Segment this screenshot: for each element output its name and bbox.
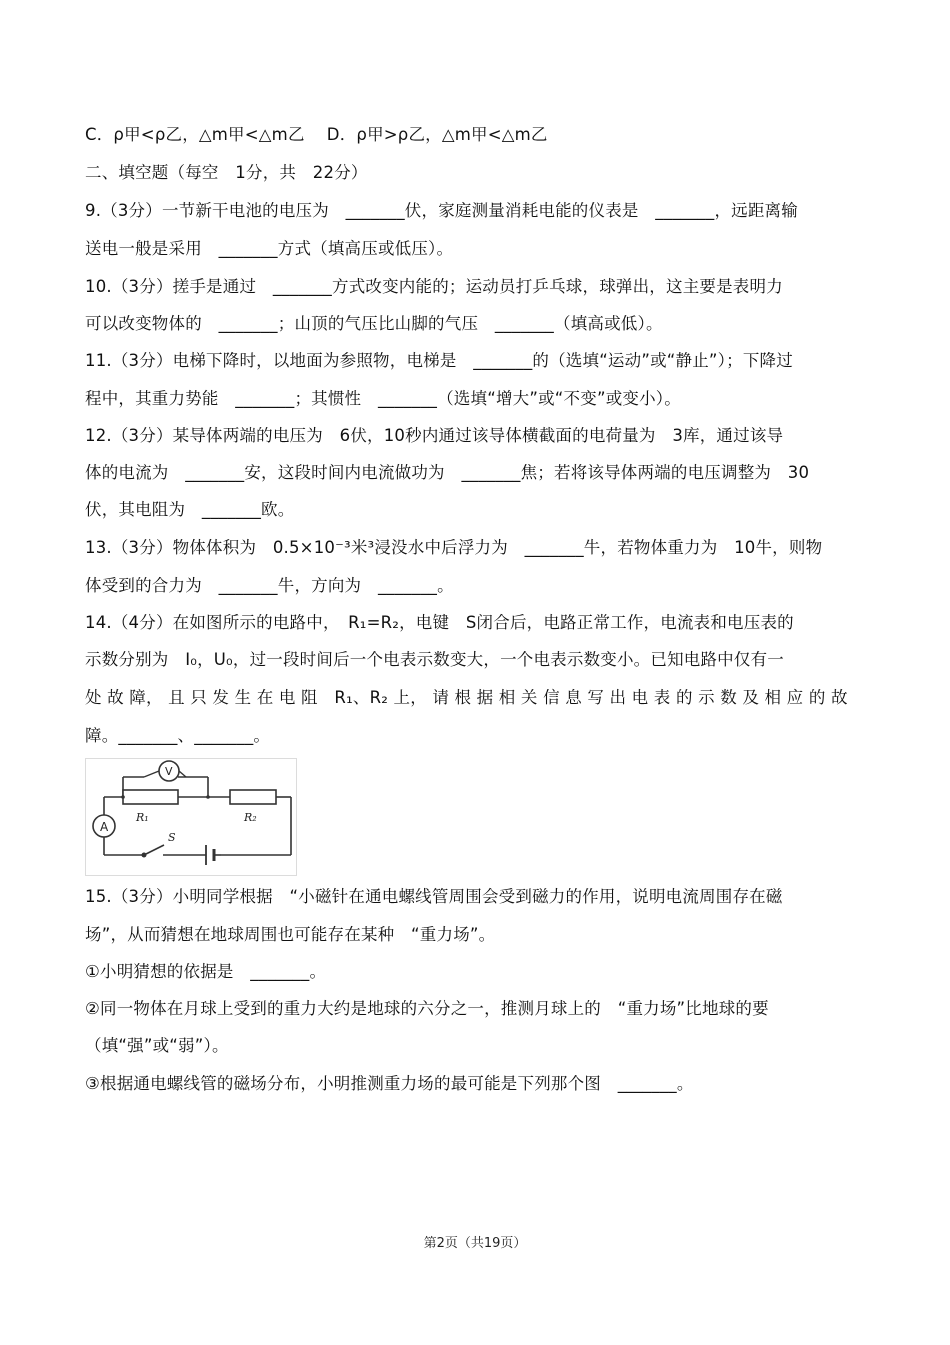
r1-label: R₁: [136, 811, 149, 824]
question-15-line-1: 15.（3分）小明同学根据 “小磁针在通电螺线管周围会受到磁力的作用，说明电流周围存在磁: [85, 887, 783, 906]
section-heading: 二、填空题（每空 1分，共 22分）: [85, 163, 368, 182]
question-9-line-2: 送电一般是采用 _______方式（填高压或低压）。: [85, 239, 454, 258]
circuit-diagram: [85, 758, 297, 876]
question-15-part-2-line-1: ②同一物体在月球上受到的重力大约是地球的六分之一，推测月球上的 “重力场”比地球的要: [85, 999, 769, 1018]
question-14-line-4: 障。_______、_______。: [85, 726, 271, 745]
r2-label: R₂: [244, 811, 257, 824]
question-11-line-1: 11.（3分）电梯下降时，以地面为参照物，电梯是 _______的（选填“运动”或“静止”）；下降过: [85, 351, 793, 370]
question-13-line-2: 体受到的合力为 _______牛，方向为 _______。: [85, 576, 454, 595]
resistor-r2: [230, 790, 276, 804]
switch-label: S: [168, 831, 176, 844]
question-10-line-2: 可以改变物体的 _______；山顶的气压比山脚的气压 _______（填高或低）。: [85, 314, 663, 333]
question-15-part-1: ①小明猜想的依据是 _______。: [85, 962, 327, 981]
page-footer: 第2页（共19页）: [423, 1236, 527, 1251]
resistor-r1: [123, 790, 178, 804]
question-14-line-3: 处 故 障， 且 只 发 生 在 电 阻 R₁、R₂ 上， 请 根 据 相 关 信 息 写 出 电 表 的 示 数 及 相 应 的 故: [85, 688, 848, 707]
question-10-line-1: 10.（3分）搓手是通过 _______方式改变内能的；运动员打乒乓球，球弹出，这主要是表明力: [85, 277, 783, 296]
question-14-line-1: 14.（4分）在如图所示的电路中， R₁=R₂，电键 S闭合后，电路正常工作，电流表和电压表的: [85, 613, 794, 632]
circuit-svg: [86, 759, 296, 875]
option-line-cd: C．ρ甲<ρ乙，△m甲<△m乙 D．ρ甲>ρ乙，△m甲<△m乙: [85, 125, 548, 144]
switch-lever: [146, 845, 164, 854]
question-15-part-3: ③根据通电螺线管的磁场分布，小明推测重力场的最可能是下列那个图 _______。: [85, 1074, 694, 1093]
question-12-line-2: 体的电流为 _______安，这段时间内电流做功为 _______焦；若将该导体两端的电压调整为 30: [85, 463, 810, 482]
question-12-line-3: 伏，其电阻为 _______欧。: [85, 500, 295, 519]
voltmeter-label: V: [165, 765, 173, 778]
question-11-line-2: 程中，其重力势能 _______；其惯性 _______（选填“增大”或“不变”或变小）。: [85, 389, 681, 408]
ammeter-label: A: [100, 820, 109, 834]
question-13-line-1: 13.（3分）物体体积为 0.5×10⁻³米³浸没水中后浮力为 _______牛，若物体重力为 10牛，则物: [85, 538, 823, 557]
question-9-line-1: 9.（3分）一节新干电池的电压为 _______伏，家庭测量消耗电能的仪表是 _______，远距离输: [85, 201, 798, 220]
question-15-part-2-line-2: （填“强”或“弱”）。: [85, 1036, 229, 1055]
question-12-line-1: 12.（3分）某导体两端的电压为 6伏，10秒内通过该导体横截面的电荷量为 3库，通过该导: [85, 426, 784, 445]
question-14-line-2: 示数分别为 I₀，U₀，过一段时间后一个电表示数变大，一个电表示数变小。已知电路中仅有一: [85, 650, 784, 669]
question-15-line-2: 场”，从而猜想在地球周围也可能存在某种 “重力场”。: [85, 925, 496, 944]
